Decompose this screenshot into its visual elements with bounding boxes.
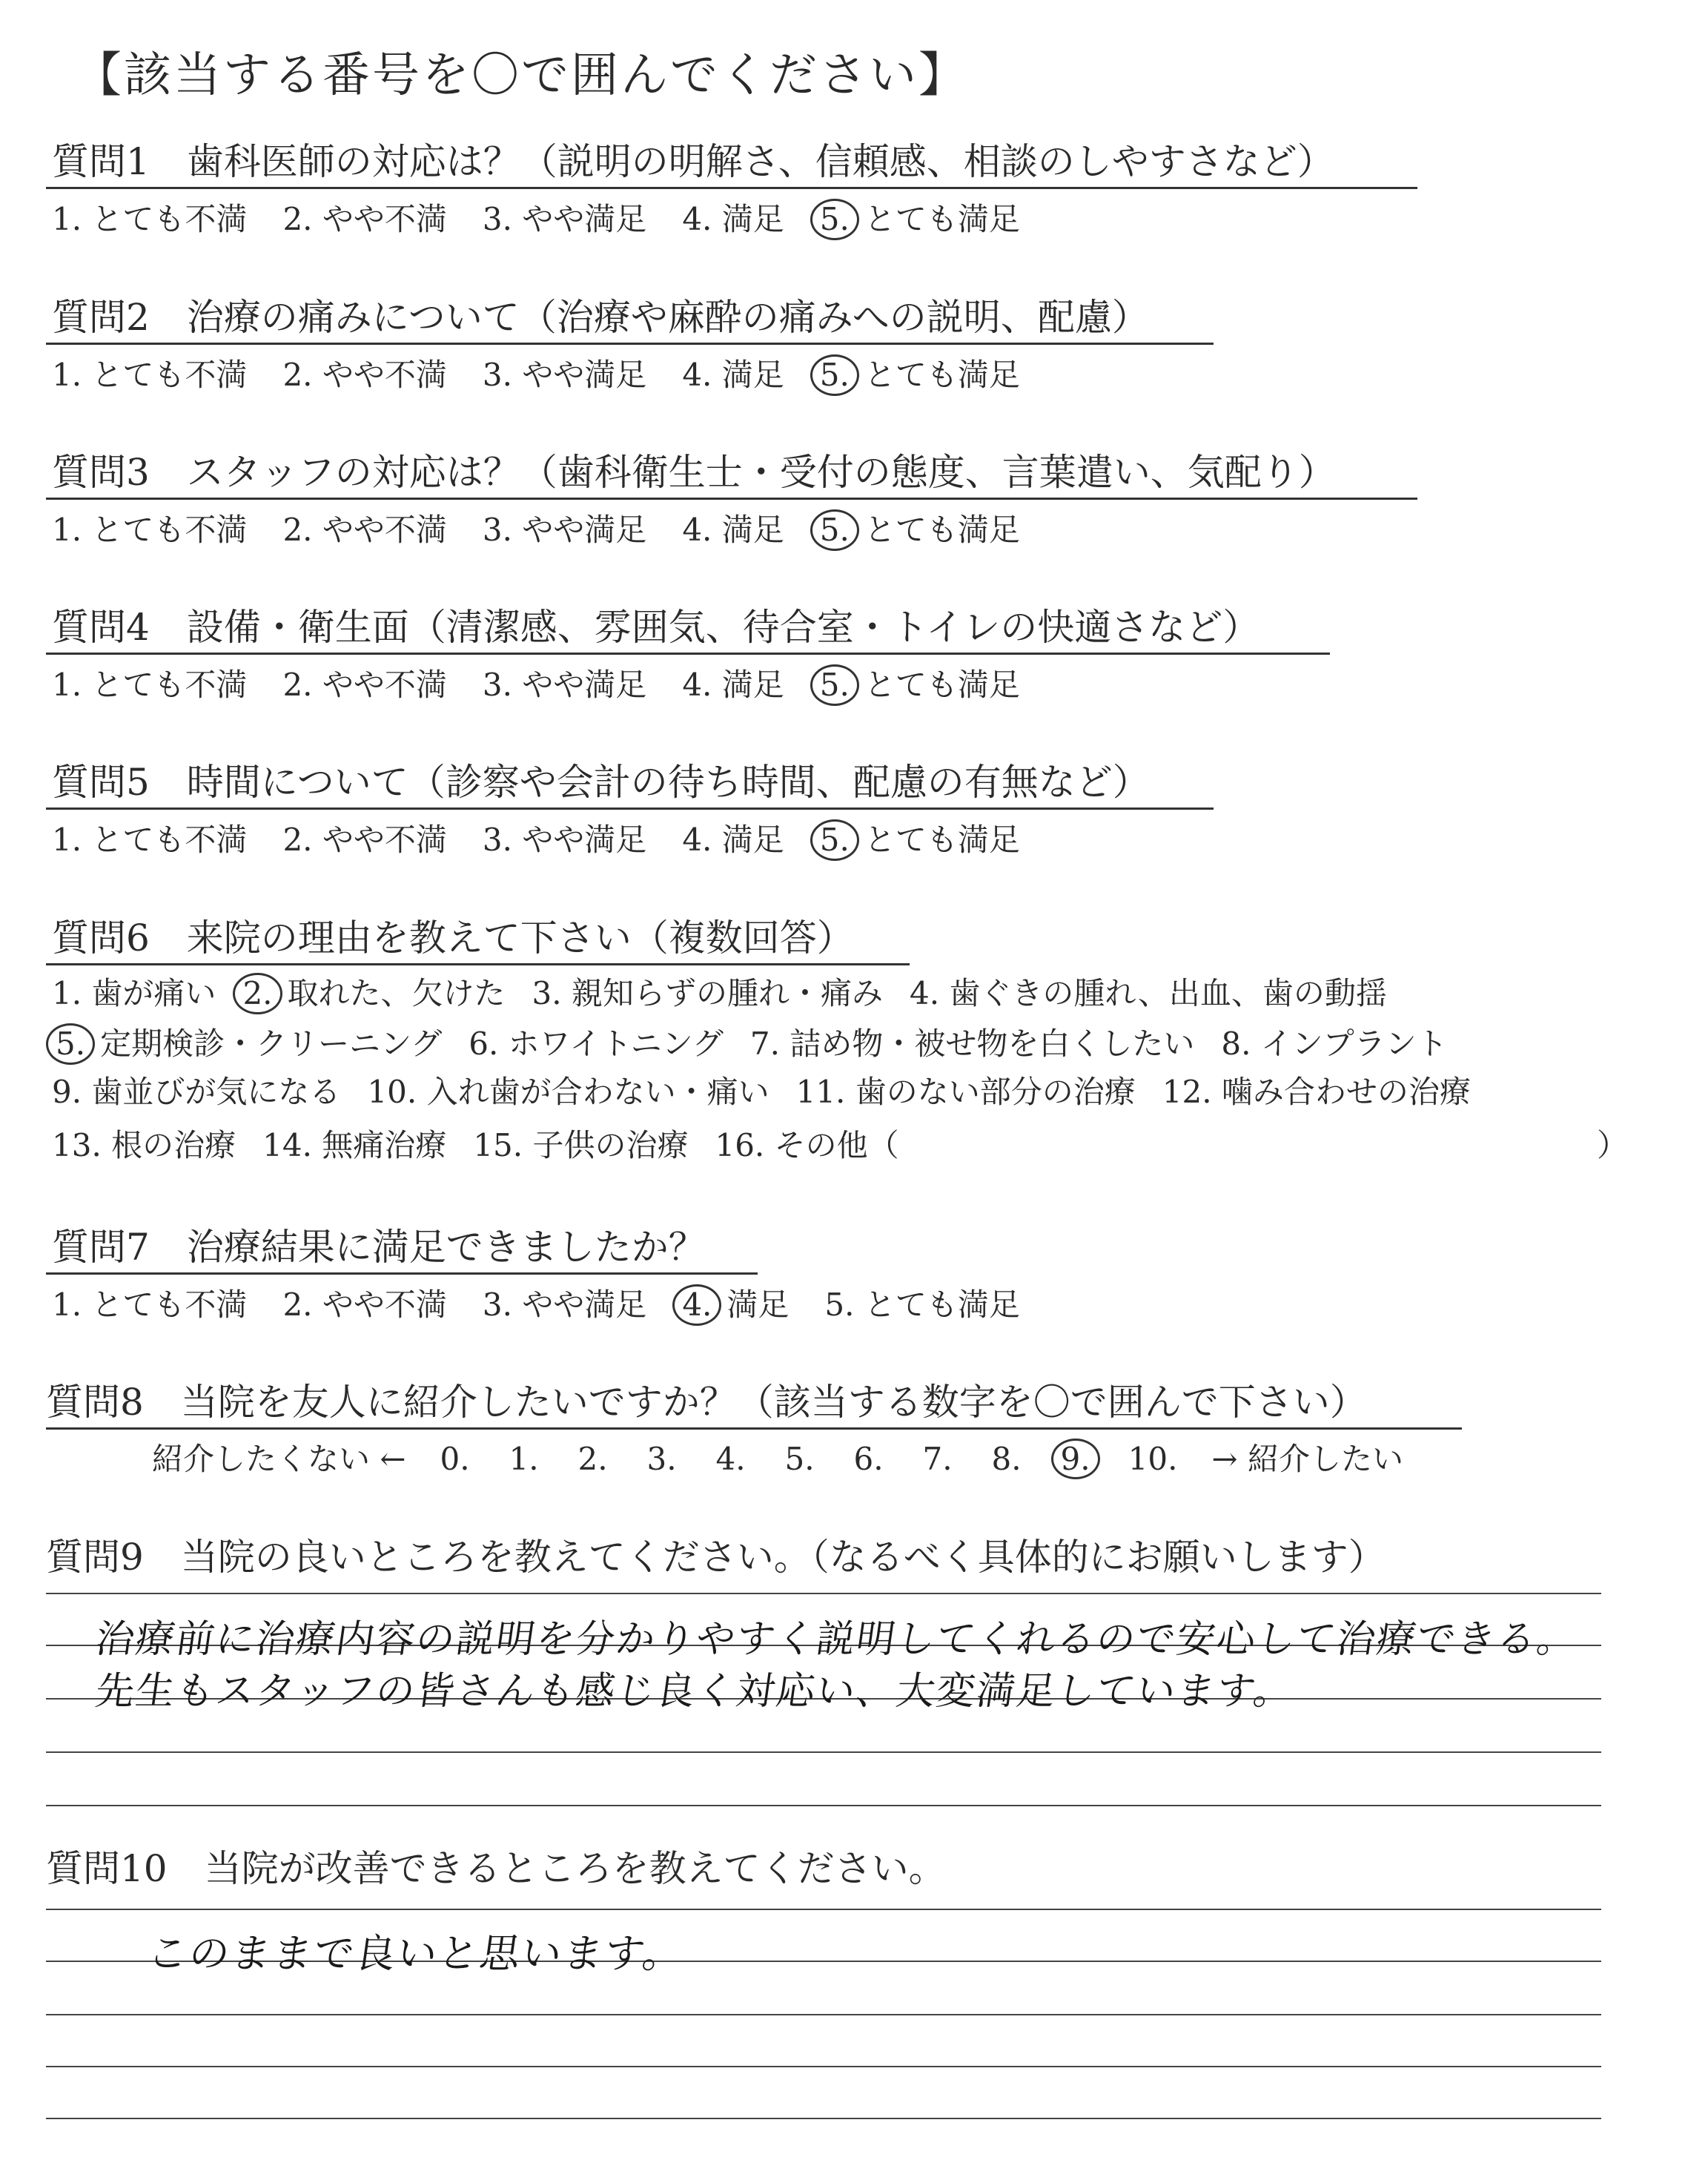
q5-underline — [46, 807, 1214, 810]
q3-option-5-circled[interactable]: 5. — [810, 509, 859, 551]
q10-handwritten-answer-line-1[interactable]: このままで良いと思います。 — [145, 1930, 688, 1977]
q1-option-2[interactable]: 2. やや不満 — [282, 201, 447, 237]
q8-scale-8[interactable]: 8. — [991, 1441, 1022, 1477]
q6-option-9[interactable]: 9. 歯並びが気になる — [52, 1074, 341, 1110]
q8-scale-7[interactable]: 7. — [922, 1441, 953, 1477]
form-header: 【該当する番号を〇で囲んでください】 — [74, 48, 968, 103]
q8-right-label: → 紹介したい — [1211, 1441, 1403, 1477]
q2-option-5-label: とても満足 — [864, 357, 1020, 393]
q7-option-4-circled[interactable]: 4. — [672, 1284, 721, 1326]
q1-option-4[interactable]: 4. 満足 — [682, 201, 784, 237]
q2-option-1[interactable]: 1. とても不満 — [52, 357, 248, 393]
q8-scale-1[interactable]: 1. — [509, 1441, 539, 1477]
q8-scale-4[interactable]: 4. — [715, 1441, 746, 1477]
q4-option-3[interactable]: 3. やや満足 — [482, 667, 647, 703]
q6-option-5-circled[interactable]: 5. — [46, 1023, 95, 1065]
q1-options — [52, 199, 1056, 240]
q5-option-2[interactable]: 2. やや不満 — [282, 822, 447, 858]
q6-option-15[interactable]: 15. 子供の治療 — [473, 1127, 689, 1163]
q8-scale-5[interactable]: 5. — [784, 1441, 815, 1477]
q4-underline — [46, 653, 1330, 655]
q4-option-2[interactable]: 2. やや不満 — [282, 667, 447, 703]
q3-option-5-label: とても満足 — [864, 512, 1020, 548]
q10-write-line-5 — [46, 2118, 1601, 2119]
q4-option-4[interactable]: 4. 満足 — [682, 667, 784, 703]
q4-title: 質問4 設備・衛生面（清潔感、雰囲気、待合室・トイレの快適さなど） — [52, 606, 1260, 649]
q9-write-line-5 — [46, 1805, 1601, 1806]
q8-scale-6[interactable]: 6. — [853, 1441, 884, 1477]
q6-options-row-4 — [52, 1127, 935, 1164]
q5-option-3[interactable]: 3. やや満足 — [482, 822, 647, 858]
q8-underline — [46, 1427, 1462, 1430]
q6-option-14[interactable]: 14. 無痛治療 — [262, 1127, 447, 1163]
q8-title: 質問8 当院を友人に紹介したいですか？（該当する数字を〇で囲んで下さい） — [46, 1381, 1367, 1424]
q8-scale — [152, 1435, 1403, 1479]
q10-write-line-3 — [46, 2014, 1601, 2015]
q7-option-4-label: 満足 — [726, 1287, 790, 1323]
q1-underline — [46, 187, 1417, 189]
q8-scale-9-circled[interactable]: 9. — [1051, 1439, 1100, 1479]
q1-option-5-label: とても満足 — [864, 201, 1020, 237]
q5-option-1[interactable]: 1. とても不満 — [52, 822, 248, 858]
q9-handwritten-answer-line-1[interactable]: 治療前に治療内容の説明を分かりやすく説明してくれるので安心して治療できる。 — [93, 1617, 1580, 1662]
q8-scale-0[interactable]: 0. — [440, 1441, 470, 1477]
q6-option-4[interactable]: 4. 歯ぐきの腫れ、出血、歯の動揺 — [909, 975, 1387, 1011]
q2-option-5-circled[interactable]: 5. — [810, 354, 859, 396]
q3-options — [52, 509, 1056, 551]
q6-option-8[interactable]: 8. インプラント — [1221, 1025, 1448, 1062]
q8-left-label: 紹介したくない ← — [152, 1441, 406, 1477]
q5-option-5-label: とても満足 — [864, 822, 1020, 858]
q10-write-line-1 — [46, 1909, 1601, 1910]
q3-underline — [46, 498, 1417, 500]
q6-options-row-2 — [46, 1023, 1483, 1065]
q6-option-10[interactable]: 10. 入れ歯が合わない・痛い — [367, 1074, 769, 1110]
q1-title: 質問1 歯科医師の対応は？（説明の明解さ、信頼感、相談のしやすさなど） — [52, 140, 1334, 183]
q5-options — [52, 819, 1056, 861]
q6-option-16[interactable]: 16. その他（ — [715, 1127, 899, 1163]
q7-underline — [46, 1272, 758, 1275]
q3-option-3[interactable]: 3. やや満足 — [482, 512, 647, 548]
q2-option-4[interactable]: 4. 満足 — [682, 357, 784, 393]
q7-options — [52, 1284, 1056, 1326]
q9-write-line-4 — [46, 1751, 1601, 1753]
q6-option-1[interactable]: 1. 歯が痛い — [52, 975, 216, 1011]
q6-option-12[interactable]: 12. 噛み合わせの治療 — [1162, 1074, 1471, 1110]
q8-scale-10[interactable]: 10. — [1128, 1441, 1178, 1477]
q3-option-4[interactable]: 4. 満足 — [682, 512, 784, 548]
q1-option-5-circled[interactable]: 5. — [810, 199, 859, 240]
q4-options — [52, 664, 1056, 706]
q6-option-3[interactable]: 3. 親知らずの腫れ・痛み — [532, 975, 883, 1011]
q8-scale-3[interactable]: 3. — [646, 1441, 677, 1477]
q6-option-7[interactable]: 7. 詰め物・被せ物を白くしたい — [749, 1025, 1195, 1062]
q5-option-5-circled[interactable]: 5. — [810, 819, 859, 861]
q10-write-line-4 — [46, 2066, 1601, 2067]
q6-option-16-close: ） — [1597, 1127, 1629, 1163]
q7-option-3[interactable]: 3. やや満足 — [482, 1287, 647, 1323]
q9-write-line-1 — [46, 1593, 1601, 1594]
q6-title: 質問6 来院の理由を教えて下さい（複数回答） — [52, 916, 854, 960]
q7-title: 質問7 治療結果に満足できましたか？ — [52, 1226, 706, 1269]
q4-option-5-circled[interactable]: 5. — [810, 664, 859, 706]
q9-handwritten-answer-line-2[interactable]: 先生もスタッフの皆さんも感じ良く対応い、大変満足しています。 — [93, 1669, 1297, 1714]
q7-option-1[interactable]: 1. とても不満 — [52, 1287, 248, 1323]
q2-title: 質問2 治療の痛みについて（治療や麻酔の痛みへの説明、配慮） — [52, 296, 1149, 339]
q7-option-5[interactable]: 5. とても満足 — [824, 1287, 1020, 1323]
q3-option-1[interactable]: 1. とても不満 — [52, 512, 248, 548]
q2-option-3[interactable]: 3. やや満足 — [482, 357, 647, 393]
q4-option-1[interactable]: 1. とても不満 — [52, 667, 248, 703]
q2-underline — [46, 343, 1214, 345]
q6-option-2-label: 取れた、欠けた — [287, 975, 506, 1011]
q7-option-2[interactable]: 2. やや不満 — [282, 1287, 447, 1323]
q5-title: 質問5 時間について（診察や会計の待ち時間、配慮の有無など） — [52, 761, 1150, 804]
q5-option-4[interactable]: 4. 満足 — [682, 822, 784, 858]
q6-options-row-1 — [52, 973, 1423, 1014]
q6-option-13[interactable]: 13. 根の治療 — [52, 1127, 236, 1163]
q6-underline — [46, 963, 910, 965]
q6-option-5-label: 定期検診・クリーニング — [100, 1025, 443, 1062]
q6-option-11[interactable]: 11. 歯のない部分の治療 — [795, 1074, 1136, 1110]
q9-title: 質問9 当院の良いところを教えてください。（なるべく具体的にお願いします） — [46, 1536, 1386, 1579]
q6-option-2-circled[interactable]: 2. — [233, 973, 282, 1014]
q1-option-1[interactable]: 1. とても不満 — [52, 201, 248, 237]
q2-option-2[interactable]: 2. やや不満 — [282, 357, 447, 393]
q6-options-row-3 — [52, 1074, 1506, 1111]
q2-options — [52, 354, 1056, 396]
q8-scale-2[interactable]: 2. — [577, 1441, 608, 1477]
q3-title: 質問3 スタッフの対応は？（歯科衛生士・受付の態度、言葉遣い、気配り） — [52, 451, 1336, 494]
q3-option-2[interactable]: 2. やや不満 — [282, 512, 447, 548]
q1-option-3[interactable]: 3. やや満足 — [482, 201, 647, 237]
q4-option-5-label: とても満足 — [864, 667, 1020, 703]
q10-title: 質問10 当院が改善できるところを教えてください。 — [46, 1847, 946, 1890]
q6-option-6[interactable]: 6. ホワイトニング — [469, 1025, 724, 1062]
